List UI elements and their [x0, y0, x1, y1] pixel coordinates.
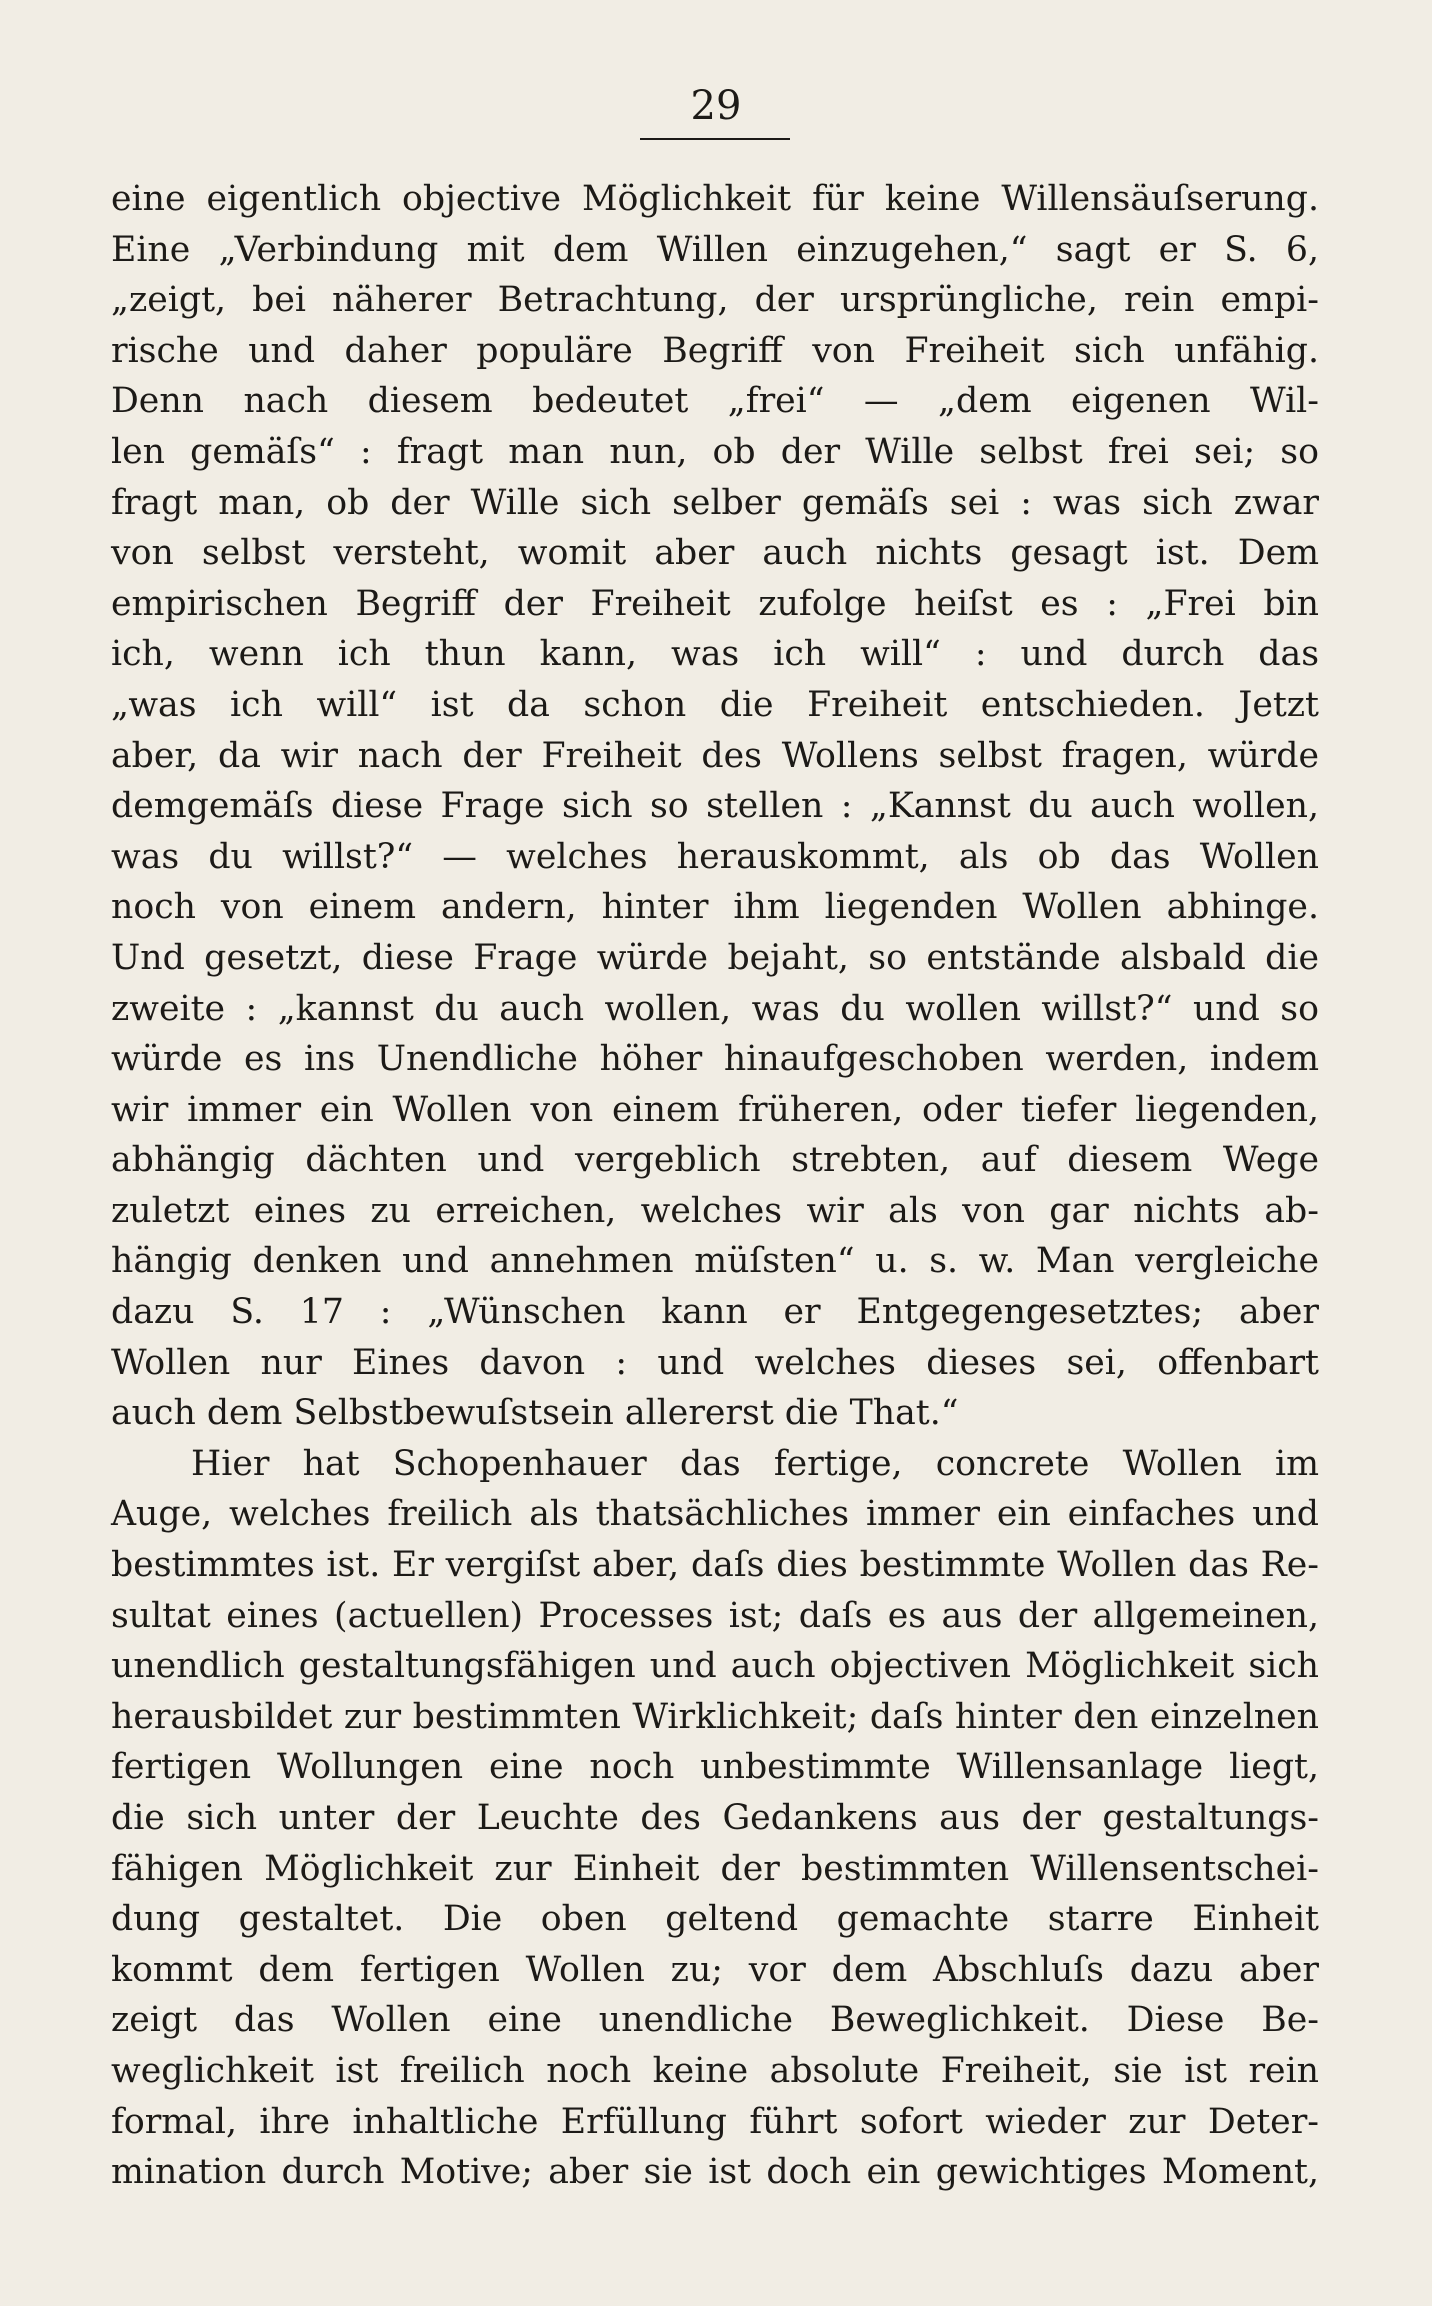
text-line: eine eigentlich objective Möglichkeit für keine Willensäuſserung.	[111, 179, 1319, 219]
text-line: formal, ihre inhaltliche Erfüllung führt sofort wieder zur Deter-	[111, 2101, 1319, 2142]
text-line: demgemäſs diese Frage sich so stellen : „Kannst du auch wollen,	[111, 786, 1319, 827]
text-line: rische und daher populäre Begriff von Freiheit sich unfähig.	[111, 330, 1319, 371]
text-line: Denn nach diesem bedeutet „frei“ — „dem eigenen Wil-	[111, 381, 1319, 422]
text-line: dazu S. 17 : „Wünschen kann er Entgegengesetztes; aber	[111, 1292, 1319, 1333]
text-line: weglichkeit ist freilich noch keine absolute Freiheit, sie ist rein	[111, 2050, 1319, 2091]
text-line: würde es ins Unendliche höher hinaufgeschoben werden, indem	[111, 1039, 1319, 1080]
text-line: mination durch Motive; aber sie ist doch ein gewichtiges Moment,	[111, 2152, 1319, 2193]
text-line: was du willst?“ — welches herauskommt, als ob das Wollen	[111, 836, 1319, 877]
text-line: noch von einem andern, hinter ihm liegenden Wollen abhinge.	[111, 887, 1319, 928]
text-line: fragt man, ob der Wille sich selber gemäſs sei : was sich zwar	[111, 482, 1319, 523]
text-line: Und gesetzt, diese Frage würde bejaht, so entstände alsbald die	[111, 937, 1319, 978]
text-line: Auge, welches freilich als thatsächliches immer ein einfaches und	[111, 1494, 1319, 1535]
page-number: 29	[690, 83, 742, 129]
text-line: Eine „Verbindung mit dem Willen einzugehen,“ sagt er S. 6,	[111, 229, 1319, 270]
text-line: von selbst versteht, womit aber auch nichts gesagt ist. Dem	[111, 533, 1319, 574]
page-number-rule	[640, 138, 790, 140]
text-line: bestimmtes ist. Er vergiſst aber, daſs dies bestimmte Wollen das Re-	[111, 1545, 1319, 1586]
text-line: zeigt das Wollen eine unendliche Beweglichkeit. Diese Be-	[111, 2000, 1319, 2041]
text-line: hängig denken und annehmen müſsten“ u. s. w. Man vergleiche	[111, 1241, 1319, 1282]
text-line: „zeigt, bei näherer Betrachtung, der ursprüngliche, rein empi-	[111, 280, 1319, 321]
text-line: „was ich will“ ist da schon die Freiheit entschieden. Jetzt	[111, 684, 1319, 725]
text-line: kommt dem fertigen Wollen zu; vor dem Abschluſs dazu aber	[111, 1949, 1319, 1990]
text-line: len gemäſs“ : fragt man nun, ob der Wille selbst frei sei; so	[111, 431, 1319, 472]
text-line: die sich unter der Leuchte des Gedankens aus der gestaltungs-	[111, 1798, 1319, 1838]
text-line: Wollen nur Eines davon : und welches dieses sei, offenbart	[111, 1342, 1319, 1383]
text-line: sultat eines (actuellen) Processes ist; daſs es aus der allgemeinen,	[111, 1595, 1319, 1636]
text-line: wir immer ein Wollen von einem früheren, oder tiefer liegenden,	[111, 1089, 1319, 1130]
text-line: empirischen Begriff der Freiheit zufolge heiſst es : „Frei bin	[111, 583, 1319, 624]
text-line: dung gestaltet. Die oben geltend gemachte starre Einheit	[111, 1899, 1319, 1940]
body-text	[111, 174, 1319, 2198]
text-line: zuletzt eines zu erreichen, welches wir als von gar nichts ab-	[111, 1190, 1319, 1231]
text-line: fähigen Möglichkeit zur Einheit der bestimmten Willensentschei-	[111, 1848, 1319, 1889]
text-line: abhängig dächten und vergeblich strebten, auf diesem Wege	[111, 1140, 1319, 1181]
text-line: ich, wenn ich thun kann, was ich will“ : und durch das	[111, 634, 1319, 675]
text-line: unendlich gestaltungsfähigen und auch objectiven Möglichkeit sich	[111, 1646, 1319, 1687]
text-line: aber, da wir nach der Freiheit des Wollens selbst fragen, würde	[111, 735, 1319, 776]
text-line: Hier hat Schopenhauer das fertige, concrete Wollen im	[191, 1443, 1319, 1484]
text-line: auch dem Selbstbewuſstsein allererst die That.“	[111, 1393, 959, 1434]
text-line: zweite : „kannst du auch wollen, was du wollen willst?“ und so	[111, 988, 1319, 1029]
text-line: fertigen Wollungen eine noch unbestimmte Willensanlage liegt,	[111, 1747, 1319, 1788]
text-line: herausbildet zur bestimmten Wirklichkeit; daſs hinter den einzelnen	[111, 1696, 1319, 1737]
